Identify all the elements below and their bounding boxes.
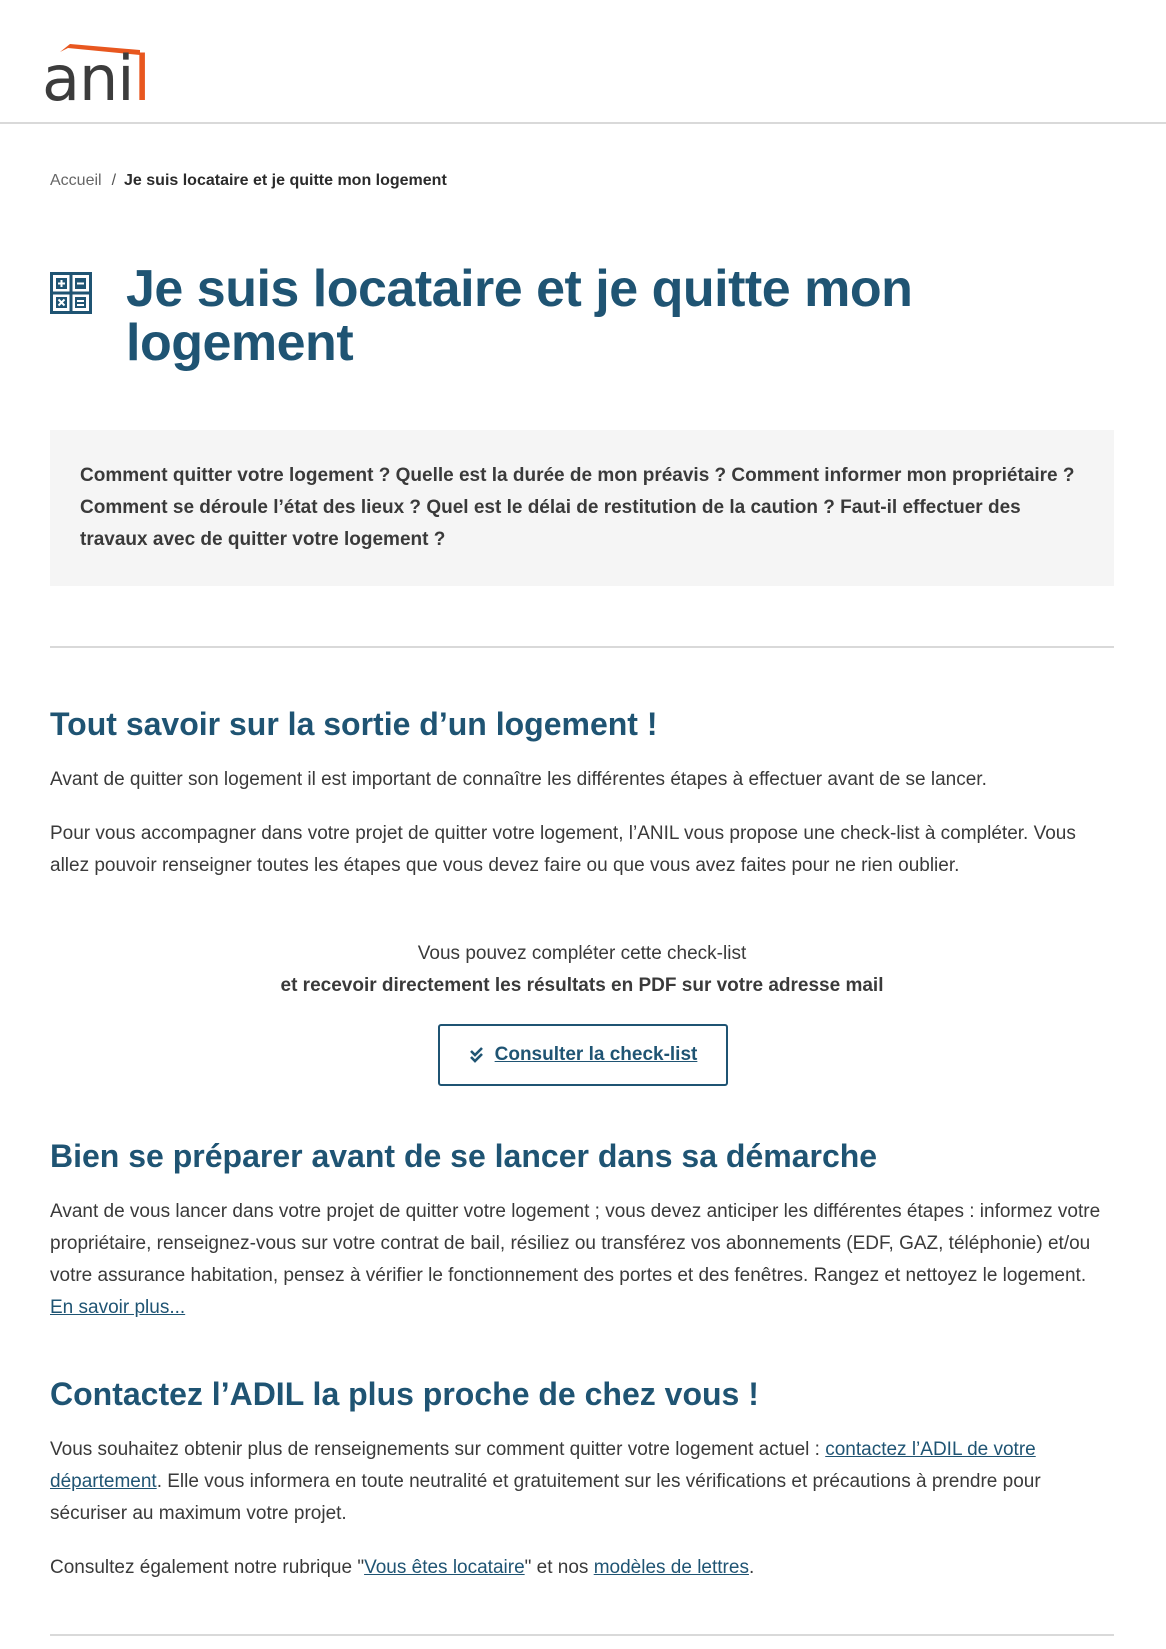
breadcrumb-home-link[interactable]: Accueil [50, 172, 102, 189]
anil-logo[interactable] [42, 36, 152, 115]
breadcrumb-separator: / [111, 172, 117, 189]
checklist-intro [50, 938, 1114, 1002]
section-title-adil: Contactez l’ADIL la plus proche de chez vous ! [50, 1376, 759, 1412]
divider [50, 646, 1114, 648]
double-check-icon [469, 1046, 489, 1064]
checklist-intro-line-2: et recevoir directement les résultats en PDF sur votre adresse mail [280, 975, 884, 996]
contact-adil-link[interactable]: contactez l’ADIL de votre département [50, 1439, 1036, 1492]
section-title-sortie: Tout savoir sur la sortie d’un logement ! [50, 706, 658, 742]
divider [50, 1634, 1114, 1636]
site-header [0, 0, 1166, 124]
logo-wordmark: anil [42, 42, 150, 115]
intro-text: Comment quitter votre logement ? Quelle est la durée de mon préavis ? Comment informer mon propriétaire ? Comment se déroule l’état des lieux ? Quel est le délai de restitution de la caution ? Faut-il effectuer des travaux avec de quitter votre logement ? [80, 465, 1075, 550]
section-adil-paragraph-1: Vous souhaitez obtenir plus de renseignements sur comment quitter votre logement actuel : contactez l’ADIL de votre département. Elle vous informera en toute neutralité et gratuitement sur les vérifications et précautions à prendre pour sécuriser au maximum votre projet. [50, 1439, 1041, 1524]
vous-etes-locataire-link[interactable]: Vous êtes locataire [364, 1557, 525, 1578]
section-preparer-paragraph: Avant de vous lancer dans votre projet de quitter votre logement ; vous devez anticiper les différentes étapes : informez votre propriétaire, renseignez-vous sur votre contrat de bail, résiliez ou transférez vos abonnements (EDF, GAZ, téléphonie) et/ou votre assurance habitation, pensez à vérifier le fonctionnement des portes et des fenêtres. Rangez et nettoyez le logement. En savoir plus... [50, 1201, 1101, 1318]
consult-checklist-label: Consulter la check-list [494, 1044, 698, 1065]
intro-box [50, 430, 1114, 586]
section-sortie-paragraph-1: Avant de quitter son logement il est important de connaître les différentes étapes à effectuer avant de se lancer. [50, 769, 987, 790]
section-sortie-paragraph-2: Pour vous accompagner dans votre projet de quitter votre logement, l’ANIL vous propose une check-list à compléter. Vous allez pouvoir renseigner toutes les étapes que vous devez faire ou que vous avez faites pour ne rien oublier. [50, 823, 1076, 876]
checklist-intro-line-1: Vous pouvez compléter cette check-list [417, 943, 747, 964]
breadcrumb [50, 172, 447, 190]
grid-calculator-icon [50, 272, 92, 314]
section-title-preparer: Bien se préparer avant de se lancer dans sa démarche [50, 1138, 878, 1174]
en-savoir-plus-link[interactable]: En savoir plus... [50, 1297, 186, 1318]
section-adil-paragraph-2: Consultez également notre rubrique "Vous êtes locataire" et nos modèles de lettres. [50, 1557, 755, 1578]
consult-checklist-button[interactable] [438, 1024, 728, 1086]
breadcrumb-current: Je suis locataire et je quitte mon logement [124, 172, 447, 189]
modeles-de-lettres-link[interactable]: modèles de lettres [593, 1557, 749, 1578]
page-title: Je suis locataire et je quitte mon logement [126, 260, 913, 372]
